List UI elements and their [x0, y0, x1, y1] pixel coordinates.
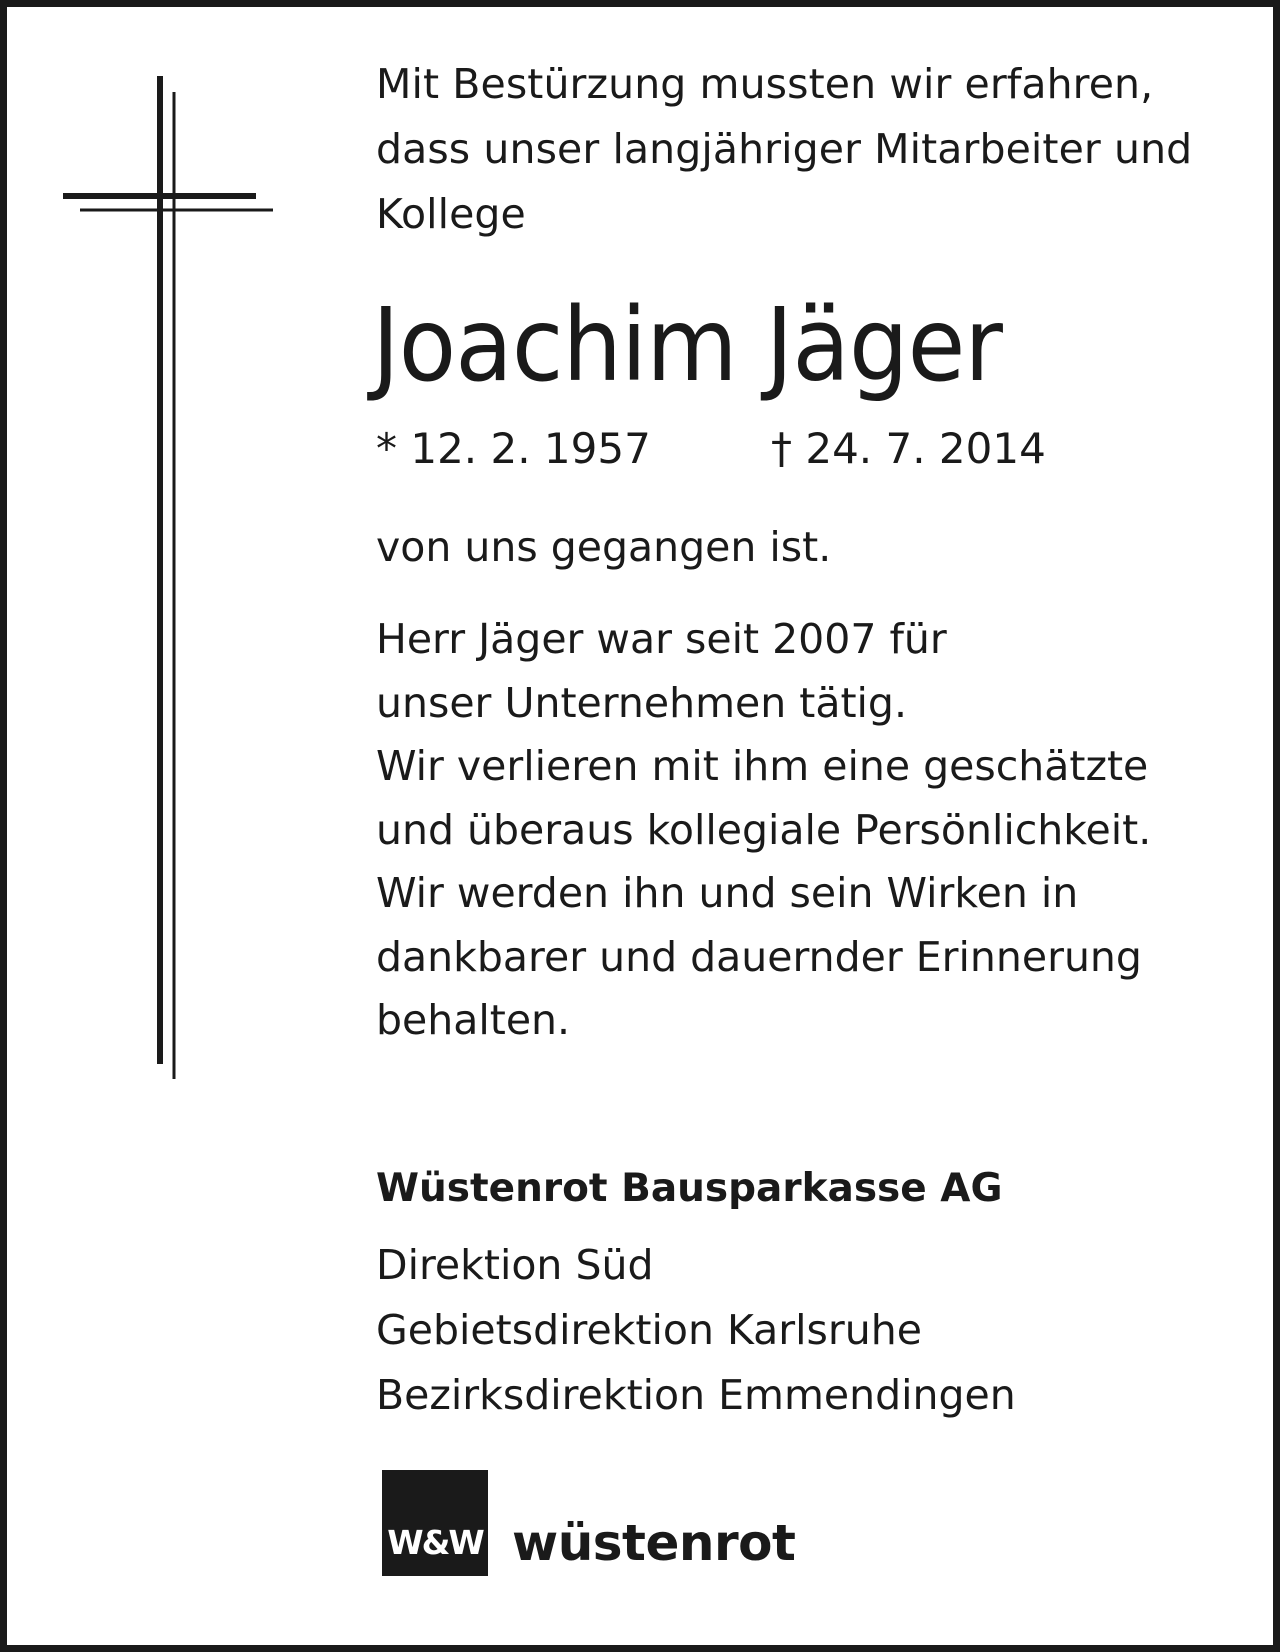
- tribute-text: [376, 608, 1236, 1053]
- life-dates: [376, 423, 1236, 475]
- death-date: † 24. 7. 2014: [771, 424, 1046, 473]
- company-name: Wüstenrot Bausparkasse AG: [376, 1165, 1003, 1211]
- division-list: [376, 1233, 1236, 1428]
- intro-text: [376, 52, 1236, 247]
- tribute-line: Wir verlieren mit ihm eine geschätzte: [376, 742, 1149, 790]
- passed-away-text: von uns gegangen ist.: [376, 523, 832, 571]
- intro-line: Mit Bestürzung mussten wir erfahren,: [376, 60, 1154, 108]
- tribute-line: Herr Jäger war seit 2007 für: [376, 615, 947, 663]
- birth-date: * 12. 2. 1957: [376, 424, 651, 473]
- division-line: Bezirksdirektion Emmendingen: [376, 1370, 1016, 1419]
- division-line: Gebietsdirektion Karlsruhe: [376, 1305, 922, 1354]
- logo-wordmark: wüstenrot: [512, 1514, 796, 1572]
- tribute-line: und überaus kollegiale Persönlichkeit.: [376, 805, 1152, 854]
- deceased-name: Joachim Jäger: [372, 286, 1003, 405]
- tribute-line: Wir werden ihn und sein Wirken in: [376, 869, 1079, 917]
- logo-mark-text: W&W: [387, 1523, 483, 1562]
- tribute-line: dankbarer und dauernder Erinnerung: [376, 932, 1142, 981]
- ww-logo-mark: [382, 1470, 488, 1576]
- tribute-line: behalten.: [376, 996, 571, 1044]
- company-logo: [382, 1470, 795, 1576]
- notice-content: [372, 52, 1236, 1428]
- intro-line: dass unser langjähriger Mitarbeiter und: [376, 125, 1193, 173]
- tribute-line: unser Unternehmen tätig.: [376, 678, 907, 727]
- cross-icon: [60, 76, 280, 1086]
- division-line: Direktion Süd: [376, 1240, 654, 1289]
- intro-line: Kollege: [376, 190, 526, 238]
